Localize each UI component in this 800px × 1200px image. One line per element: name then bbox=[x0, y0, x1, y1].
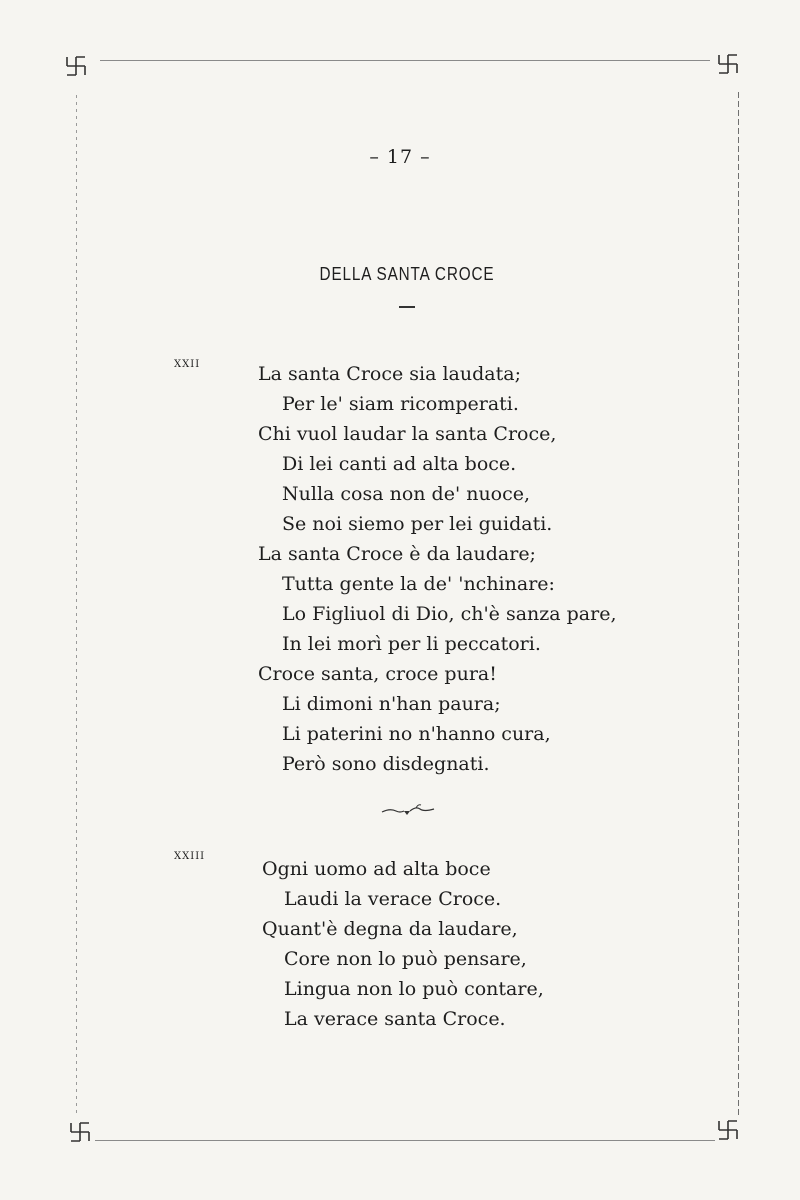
verse-line: In lei morì per li peccatori. bbox=[282, 633, 541, 655]
verse-line: Ogni uomo ad alta boce bbox=[262, 858, 491, 880]
page-title: DELLA SANTA CROCE bbox=[319, 264, 495, 284]
verse-line: Croce santa, croce pura! bbox=[258, 663, 497, 685]
verse-line: Lingua non lo può contare, bbox=[284, 978, 544, 1000]
frame-right-rule bbox=[738, 92, 739, 1117]
poem-numeral: XXII bbox=[174, 359, 201, 370]
verse-line: Core non lo può pensare, bbox=[284, 948, 527, 970]
verse-line: La santa Croce sia laudata; bbox=[258, 363, 521, 385]
verse-line: Li paterini no n'hanno cura, bbox=[282, 723, 551, 745]
verse-line: Li dimoni n'han paura; bbox=[282, 693, 501, 715]
verse-line: La santa Croce è da laudare; bbox=[258, 543, 536, 565]
verse-line: Quant'è degna da laudare, bbox=[262, 918, 518, 940]
verse-line: Se noi siemo per lei guidati. bbox=[282, 513, 553, 535]
verse-line: Laudi la verace Croce. bbox=[284, 888, 502, 910]
floral-ornament-icon bbox=[380, 800, 436, 820]
frame-top-rule bbox=[100, 60, 710, 61]
verse-line: Per le' siam ricomperati. bbox=[282, 393, 519, 415]
verse-line: Nulla cosa non de' nuoce, bbox=[282, 483, 531, 505]
title-underline bbox=[399, 306, 415, 308]
corner-ornament-icon bbox=[64, 54, 88, 78]
corner-ornament-icon bbox=[68, 1120, 92, 1144]
poem-numeral: XXIII bbox=[174, 851, 206, 862]
verse-line: Lo Figliuol di Dio, ch'è sanza pare, bbox=[282, 603, 617, 625]
frame-bottom-rule bbox=[95, 1140, 715, 1141]
corner-ornament-icon bbox=[716, 52, 740, 76]
verse-line: Però sono disdegnati. bbox=[282, 753, 490, 775]
corner-ornament-icon bbox=[716, 1118, 740, 1142]
verse-line: Di lei canti ad alta boce. bbox=[282, 453, 517, 475]
verse-line: La verace santa Croce. bbox=[284, 1008, 506, 1030]
verse-line: Chi vuol laudar la santa Croce, bbox=[258, 423, 557, 445]
verse-line: Tutta gente la de' 'nchinare: bbox=[282, 573, 555, 595]
page-number: – 17 – bbox=[369, 146, 431, 168]
frame-left-rule bbox=[76, 95, 77, 1115]
